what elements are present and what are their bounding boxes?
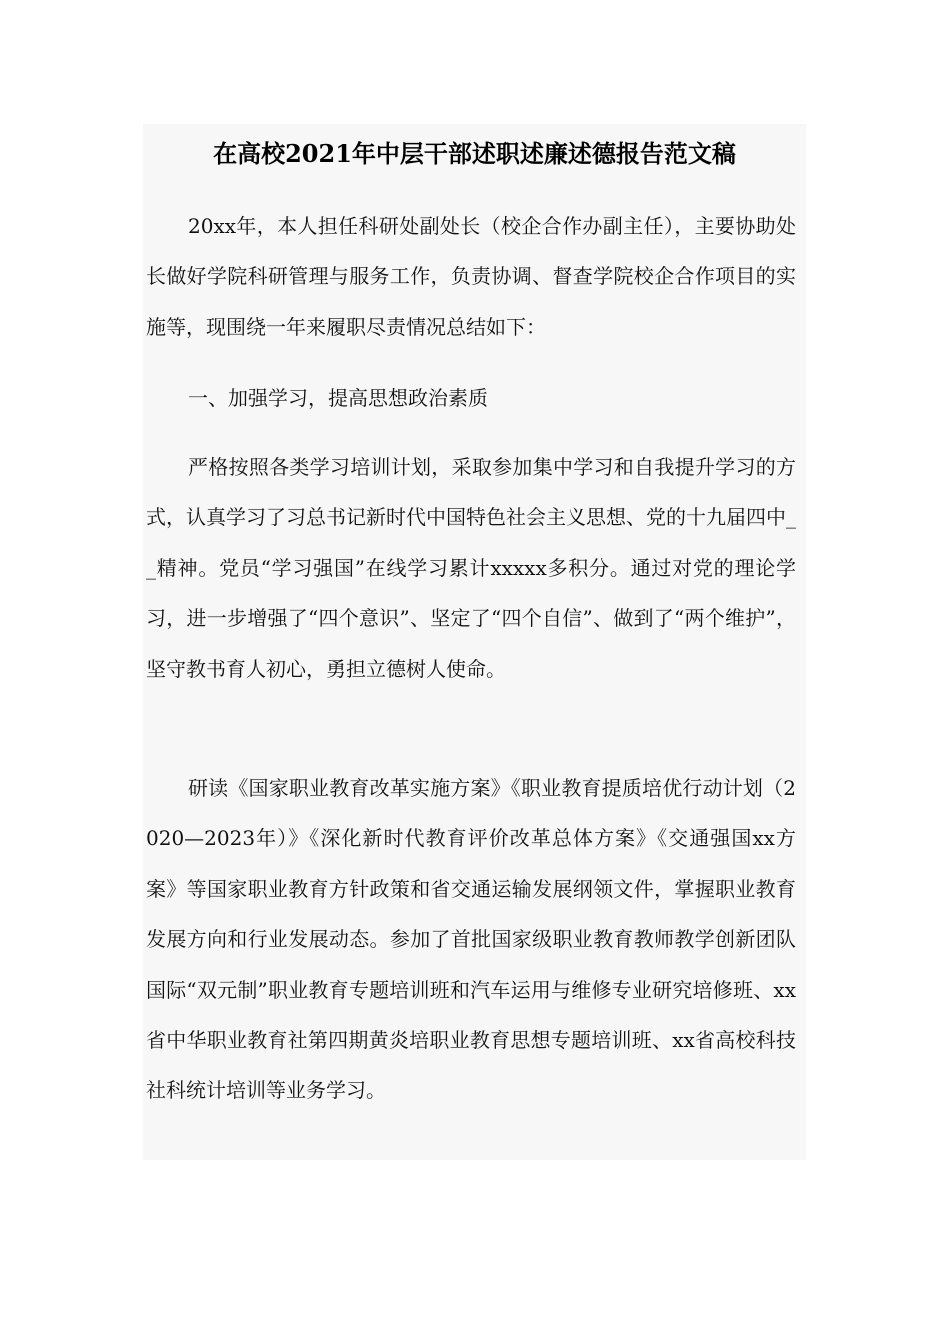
document-text-block — [143, 124, 806, 1160]
document-title: 在高校2021年中层干部述职述廉述德报告范文稿 — [213, 139, 736, 168]
intro-paragraph: 20xx年，本人担任科研处副处长（校企合作办副主任），主要协助处长做好学院科研管理与服务工作，负责协调、督查学院校企合作项目的实施等，现围绕一年来履职尽责情况总结如下： — [146, 214, 796, 339]
body-paragraph-1: 严格按照各类学习培训计划，采取参加集中学习和自我提升学习的方式，认真学习了习总书记新时代中国特色社会主义思想、党的十九届四中__精神。党员“学习强国”在线学习累计xxxxx多积分。通过对党的理论学习，进一步增强了“四个意识”、坚定了“四个自信”、做到了“两个维护”，坚守教书育人初心，勇担立德树人使命。 — [146, 455, 796, 681]
section-heading-1: 一、加强学习，提高思想政治素质 — [188, 386, 488, 410]
body-paragraph-2: 研读《国家职业教育改革实施方案》《职业教育提质培优行动计划（2020—2023年）》《深化新时代教育评价改革总体方案》《交通强国xx方案》等国家职业教育方针政策和省交通运输发展纲领文件，掌握职业教育发展方向和行业发展动态。参加了首批国家级职业教育教师教学创新团队国际“双元制”职业教育专题培训班和汽车运用与维修专业研究培修班、xx省中华职业教育社第四期黄炎培职业教育思想专题培训班、xx省高校科技社科统计培训等业务学习。 — [146, 776, 796, 1103]
